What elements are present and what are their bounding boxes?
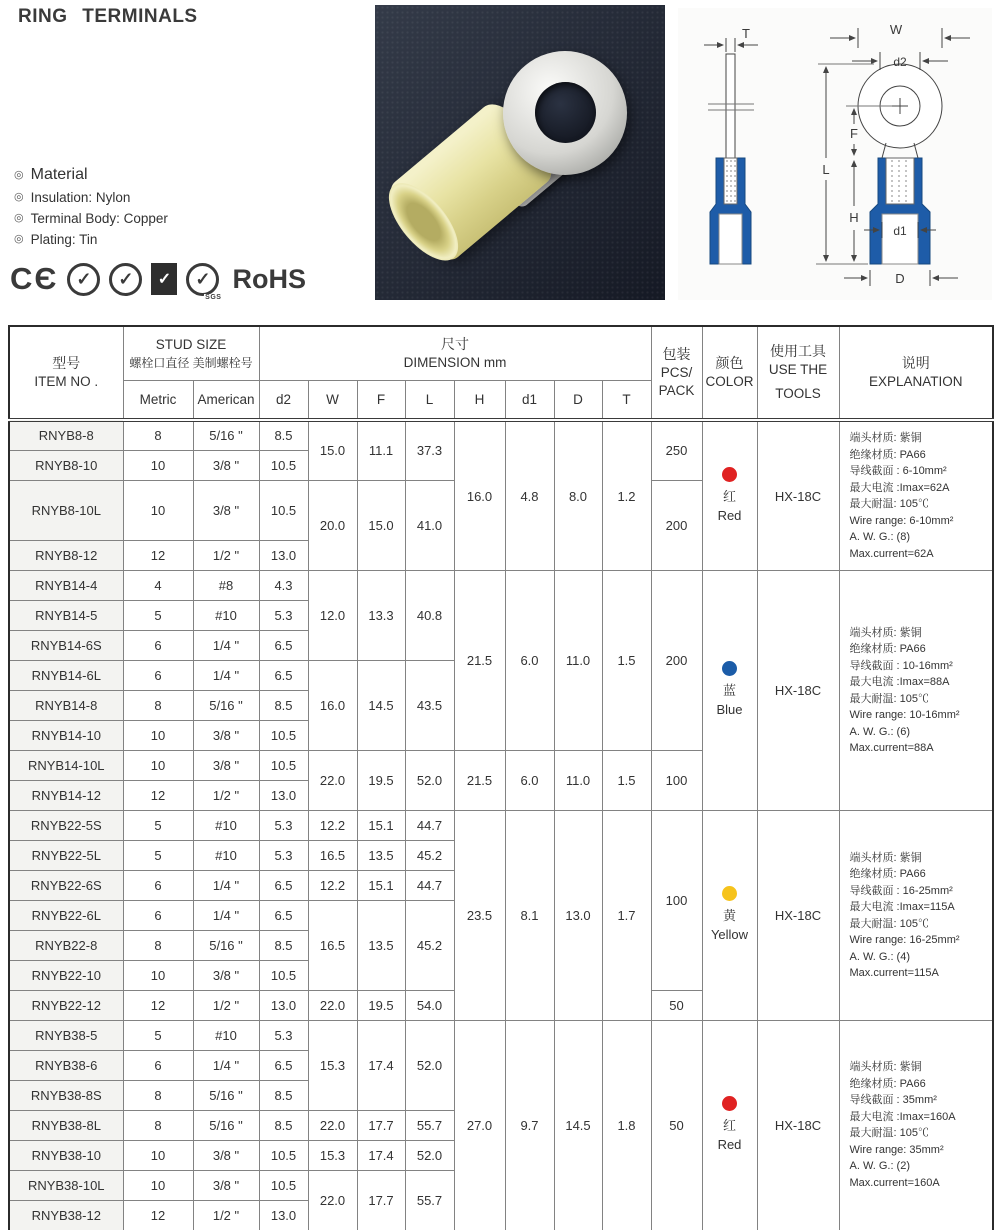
dim-value-cell: 8.5 <box>259 1111 308 1141</box>
dim-value-cell: 45.2 <box>405 841 454 871</box>
dim-value-cell: 16.0 <box>454 420 505 571</box>
cert-iso-badge-icon: ✓ <box>109 263 142 296</box>
pack-qty: 200 <box>651 571 702 751</box>
col-header-tools: 使用工具 USE THE TOOLS <box>757 326 839 420</box>
dim-value-cell: 13.0 <box>259 541 308 571</box>
dim-value-cell: 12.2 <box>308 871 357 901</box>
material-item <box>14 190 168 205</box>
dim-value-cell: 13.0 <box>259 991 308 1021</box>
dim-value-cell: 6 <box>123 901 193 931</box>
dim-value-cell: 10.5 <box>259 961 308 991</box>
dim-value-cell: 12 <box>123 541 193 571</box>
item-no: RNYB22-10 <box>9 961 123 991</box>
dim-value-cell: 10 <box>123 961 193 991</box>
dim-value-cell: 5/16 " <box>193 1081 259 1111</box>
dim-value-cell: 8 <box>123 420 193 450</box>
dim-value-cell: 5 <box>123 841 193 871</box>
bullet-icon: ◎ <box>14 212 24 224</box>
dim-value-cell: 13.0 <box>259 1201 308 1230</box>
red-dot-icon <box>722 467 737 482</box>
item-no: RNYB14-6S <box>9 631 123 661</box>
dim-value-cell: 1/4 " <box>193 631 259 661</box>
item-no: RNYB8-10 <box>9 450 123 480</box>
dim-value-cell: 52.0 <box>405 1141 454 1171</box>
dim-value-cell: 11.1 <box>357 420 405 480</box>
spec-table-body <box>9 420 993 1230</box>
sleeve-opening <box>376 172 470 272</box>
tool-cell: HX-18C <box>757 571 839 811</box>
tool-cell: HX-18C <box>757 811 839 1021</box>
material-heading-row <box>14 166 168 184</box>
dim-value-cell: 22.0 <box>308 751 357 811</box>
dim-value-cell: #10 <box>193 1021 259 1051</box>
dim-value-cell: 41.0 <box>405 480 454 571</box>
ce-mark-icon: CЄ <box>10 261 59 296</box>
dim-label-t: T <box>742 26 750 41</box>
col-header-d: D <box>554 380 602 420</box>
dim-value-cell: 5 <box>123 601 193 631</box>
diagram-svg <box>678 8 992 300</box>
dim-value-cell: 43.5 <box>405 661 454 751</box>
check-icon: ✓ <box>195 268 211 289</box>
dim-value-cell: 10.5 <box>259 1171 308 1201</box>
color-cell: 黄 Yellow <box>702 811 757 1021</box>
col-header-american: American <box>193 380 259 420</box>
dim-value-cell: 6.5 <box>259 631 308 661</box>
dim-value-cell: 8 <box>123 691 193 721</box>
cert-ukas-badge-icon: ✓ <box>151 263 177 295</box>
dim-value-cell: 21.5 <box>454 751 505 811</box>
item-no: RNYB14-10 <box>9 721 123 751</box>
col-header-pack: 包装 PCS/ PACK <box>651 326 702 420</box>
dim-value-cell: 15.3 <box>308 1021 357 1111</box>
dim-value-cell: 12 <box>123 991 193 1021</box>
dim-value-cell: 1.2 <box>602 420 651 571</box>
item-no: RNYB38-12 <box>9 1201 123 1230</box>
dim-value-cell: #8 <box>193 571 259 601</box>
pack-qty: 200 <box>651 480 702 571</box>
dim-value-cell: 1.7 <box>602 811 651 1021</box>
col-header-f: F <box>357 380 405 420</box>
dim-value-cell: 6.5 <box>259 661 308 691</box>
item-no: RNYB14-6L <box>9 661 123 691</box>
dim-value-cell: 16.5 <box>308 841 357 871</box>
dim-value-cell: 1.5 <box>602 751 651 811</box>
dim-value-cell: 5 <box>123 811 193 841</box>
dim-value-cell: 8 <box>123 1111 193 1141</box>
dim-value-cell: 37.3 <box>405 420 454 480</box>
item-no: RNYB14-8 <box>9 691 123 721</box>
dim-label-d2: d2 <box>893 55 907 69</box>
item-no: RNYB8-10L <box>9 480 123 541</box>
dim-value-cell: 19.5 <box>357 991 405 1021</box>
dim-value-cell: 6.0 <box>505 571 554 751</box>
dim-value-cell: 17.4 <box>357 1141 405 1171</box>
dim-value-cell: 3/8 " <box>193 1141 259 1171</box>
dim-value-cell: 8 <box>123 931 193 961</box>
ring-hole <box>535 82 596 143</box>
dim-value-cell: 10.5 <box>259 450 308 480</box>
dim-value-cell: 6 <box>123 1051 193 1081</box>
dim-value-cell: 12.0 <box>308 571 357 661</box>
col-header-d2: d2 <box>259 380 308 420</box>
dim-value-cell: 10.5 <box>259 721 308 751</box>
dim-label-h: H <box>849 210 859 225</box>
dim-value-cell: 15.1 <box>357 811 405 841</box>
bullet-icon: ◎ <box>14 191 24 203</box>
dim-value-cell: 22.0 <box>308 1171 357 1230</box>
table-row <box>9 571 993 601</box>
dim-value-cell: 21.5 <box>454 571 505 751</box>
item-no: RNYB38-10 <box>9 1141 123 1171</box>
dim-value-cell: 22.0 <box>308 1111 357 1141</box>
blue-dot-icon <box>722 661 737 676</box>
dim-value-cell: 5 <box>123 1021 193 1051</box>
dim-value-cell: 8.0 <box>554 420 602 571</box>
dim-value-cell: 12 <box>123 781 193 811</box>
dim-value-cell: 17.7 <box>357 1171 405 1230</box>
dim-value-cell: 12.2 <box>308 811 357 841</box>
dim-value-cell: 3/8 " <box>193 450 259 480</box>
dim-value-cell: 4.3 <box>259 571 308 601</box>
item-no: RNYB38-5 <box>9 1021 123 1051</box>
explanation-cell: 端头材质: 紫铜 绝缘材质: PA66 导线截面 : 6-10mm² 最大电流 :Imax=62A 最大耐温: 105℃ Wire range: 6-10mm² A. W. G.: (8) Max.current=62A <box>839 420 993 571</box>
dim-value-cell: 16.5 <box>308 901 357 991</box>
dim-value-cell: 52.0 <box>405 751 454 811</box>
pack-qty: 100 <box>651 751 702 811</box>
product-photo <box>375 5 665 300</box>
dim-value-cell: 10.5 <box>259 1141 308 1171</box>
col-header-explanation: 说明 EXPLANATION <box>839 326 993 420</box>
dim-value-cell: 13.0 <box>554 811 602 1021</box>
cert-check-badge-icon: ✓ <box>67 263 100 296</box>
dim-value-cell: 44.7 <box>405 811 454 841</box>
dim-value-cell: 17.7 <box>357 1111 405 1141</box>
rohs-label: RoHS <box>232 263 306 294</box>
tool-cell: HX-18C <box>757 1021 839 1230</box>
material-item <box>14 232 168 247</box>
dim-value-cell: 22.0 <box>308 991 357 1021</box>
col-header-w: W <box>308 380 357 420</box>
item-no: RNYB22-6L <box>9 901 123 931</box>
table-row <box>9 420 993 450</box>
page-title: RING TERMINALS <box>18 6 198 27</box>
col-header-d1: d1 <box>505 380 554 420</box>
dim-value-cell: 4.8 <box>505 420 554 571</box>
material-item <box>14 211 168 226</box>
cert-sgs-badge-icon <box>186 263 222 301</box>
tool-cell: HX-18C <box>757 420 839 571</box>
dim-value-cell: 8.1 <box>505 811 554 1021</box>
dim-value-cell: 10 <box>123 450 193 480</box>
col-header-t: T <box>602 380 651 420</box>
dim-value-cell: 8.5 <box>259 691 308 721</box>
table-header <box>9 326 993 420</box>
color-cell: 红 Red <box>702 1021 757 1230</box>
dim-value-cell: 27.0 <box>454 1021 505 1230</box>
dim-value-cell: 14.5 <box>357 661 405 751</box>
item-no: RNYB22-6S <box>9 871 123 901</box>
dim-label-l: L <box>822 162 830 177</box>
dim-value-cell: 17.4 <box>357 1021 405 1111</box>
col-header-color: 颜色 COLOR <box>702 326 757 420</box>
item-no: RNYB22-5S <box>9 811 123 841</box>
dim-value-cell: 1/4 " <box>193 661 259 691</box>
col-header-item-no: 型号 ITEM NO . <box>9 326 123 420</box>
dim-value-cell: 5/16 " <box>193 691 259 721</box>
dim-value-cell: 15.1 <box>357 871 405 901</box>
dim-value-cell: 8.5 <box>259 420 308 450</box>
item-no: RNYB22-12 <box>9 991 123 1021</box>
material-section <box>14 166 168 253</box>
dim-value-cell: 10.5 <box>259 751 308 781</box>
col-header-l: L <box>405 380 454 420</box>
dim-value-cell: 8.5 <box>259 1081 308 1111</box>
table-row <box>9 811 993 841</box>
dim-value-cell: 11.0 <box>554 571 602 751</box>
dim-value-cell: 10 <box>123 751 193 781</box>
item-no: RNYB38-8L <box>9 1111 123 1141</box>
dim-value-cell: 54.0 <box>405 991 454 1021</box>
item-no: RNYB22-8 <box>9 931 123 961</box>
color-cell: 蓝 Blue <box>702 571 757 811</box>
dim-value-cell: 4 <box>123 571 193 601</box>
dim-value-cell: 15.0 <box>308 420 357 480</box>
dim-value-cell: 5/16 " <box>193 420 259 450</box>
sgs-label: SGS <box>205 293 222 301</box>
dim-value-cell: 15.3 <box>308 1141 357 1171</box>
dim-value-cell: 1/2 " <box>193 781 259 811</box>
dim-label-w: W <box>889 22 903 37</box>
item-no: RNYB8-12 <box>9 541 123 571</box>
material-item-label: Insulation: Nylon <box>30 190 131 205</box>
col-header-h: H <box>454 380 505 420</box>
dim-value-cell: 6 <box>123 871 193 901</box>
dim-value-cell: 1.5 <box>602 571 651 751</box>
dim-value-cell: #10 <box>193 811 259 841</box>
item-no: RNYB38-8S <box>9 1081 123 1111</box>
dim-value-cell: 5.3 <box>259 811 308 841</box>
col-header-metric: Metric <box>123 380 193 420</box>
dim-value-cell: 1/4 " <box>193 901 259 931</box>
explanation-cell: 端头材质: 紫铜 绝缘材质: PA66 导线截面 : 10-16mm² 最大电流 :Imax=88A 最大耐温: 105℃ Wire range: 10-16mm² A. W. G.: (6) Max.current=88A <box>839 571 993 811</box>
dim-value-cell: 1/4 " <box>193 871 259 901</box>
dim-value-cell: 52.0 <box>405 1021 454 1111</box>
material-item-label: Terminal Body: Copper <box>30 211 168 226</box>
dim-value-cell: 8.5 <box>259 931 308 961</box>
dim-value-cell: #10 <box>193 841 259 871</box>
dim-value-cell: 1/2 " <box>193 991 259 1021</box>
dim-value-cell: 13.5 <box>357 841 405 871</box>
pack-qty: 50 <box>651 1021 702 1230</box>
dim-value-cell: 5.3 <box>259 1021 308 1051</box>
explanation-cell: 端头材质: 紫铜 绝缘材质: PA66 导线截面 : 16-25mm² 最大电流 :Imax=115A 最大耐温: 105℃ Wire range: 16-25mm² A. W. G.: (4) Max.current=115A <box>839 811 993 1021</box>
dim-label-f: F <box>850 126 858 141</box>
dim-value-cell: 13.0 <box>259 781 308 811</box>
dim-value-cell: 6 <box>123 661 193 691</box>
dim-value-cell: 44.7 <box>405 871 454 901</box>
dim-value-cell: 13.3 <box>357 571 405 661</box>
bullet-icon: ◎ <box>14 233 24 245</box>
dim-value-cell: 9.7 <box>505 1021 554 1230</box>
dim-value-cell: 14.5 <box>554 1021 602 1230</box>
dim-value-cell: 6.5 <box>259 871 308 901</box>
item-no: RNYB14-10L <box>9 751 123 781</box>
table-row <box>9 1021 993 1051</box>
dim-value-cell: 13.5 <box>357 901 405 991</box>
pack-qty: 250 <box>651 420 702 480</box>
col-header-stud-size: STUD SIZE 螺栓口直径 美制螺栓号 <box>123 326 259 380</box>
dim-value-cell: 23.5 <box>454 811 505 1021</box>
certification-logos <box>10 258 306 300</box>
dim-value-cell: 1/4 " <box>193 1051 259 1081</box>
dimension-diagram <box>678 8 992 300</box>
dim-value-cell: 10 <box>123 1171 193 1201</box>
dim-value-cell: 1.8 <box>602 1021 651 1230</box>
material-item-label: Plating: Tin <box>30 232 98 247</box>
dim-value-cell: 55.7 <box>405 1171 454 1230</box>
dim-value-cell: 5.3 <box>259 841 308 871</box>
dim-label-d1: d1 <box>893 224 907 238</box>
dim-value-cell: 19.5 <box>357 751 405 811</box>
pack-qty: 50 <box>651 991 702 1021</box>
color-cell: 红 Red <box>702 420 757 571</box>
pack-qty: 100 <box>651 811 702 991</box>
dim-value-cell: 16.0 <box>308 661 357 751</box>
item-no: RNYB22-5L <box>9 841 123 871</box>
dim-value-cell: 6.0 <box>505 751 554 811</box>
dim-value-cell: 11.0 <box>554 751 602 811</box>
dim-value-cell: 3/8 " <box>193 961 259 991</box>
item-no: RNYB38-6 <box>9 1051 123 1081</box>
bullet-icon: ◎ <box>14 168 24 181</box>
dim-value-cell: 10 <box>123 721 193 751</box>
dim-value-cell: 6.5 <box>259 901 308 931</box>
dim-value-cell: 3/8 " <box>193 480 259 541</box>
item-no: RNYB14-12 <box>9 781 123 811</box>
item-no: RNYB14-4 <box>9 571 123 601</box>
dim-value-cell: 3/8 " <box>193 751 259 781</box>
dim-value-cell: 20.0 <box>308 480 357 571</box>
dim-value-cell: 8 <box>123 1081 193 1111</box>
spec-table <box>8 325 994 1230</box>
dim-label-d: D <box>895 271 905 286</box>
red-dot-icon <box>722 1096 737 1111</box>
dim-value-cell: 55.7 <box>405 1111 454 1141</box>
col-header-dimension: 尺寸 DIMENSION mm <box>259 326 651 380</box>
item-no: RNYB14-5 <box>9 601 123 631</box>
dim-value-cell: 15.0 <box>357 480 405 571</box>
dim-value-cell: 45.2 <box>405 901 454 991</box>
dim-value-cell: 10 <box>123 480 193 541</box>
item-no: RNYB38-10L <box>9 1171 123 1201</box>
dim-value-cell: 10 <box>123 1141 193 1171</box>
dim-value-cell: 3/8 " <box>193 721 259 751</box>
dim-value-cell: 12 <box>123 1201 193 1230</box>
dim-value-cell: 40.8 <box>405 571 454 661</box>
dim-value-cell: 1/2 " <box>193 1201 259 1230</box>
material-heading: Material <box>30 166 88 183</box>
explanation-cell: 端头材质: 紫铜 绝缘材质: PA66 导线截面 : 35mm² 最大电流 :Imax=160A 最大耐温: 105℃ Wire range: 35mm² A. W. G.: (2) Max.current=160A <box>839 1021 993 1230</box>
dim-value-cell: 5/16 " <box>193 1111 259 1141</box>
dim-value-cell: 5.3 <box>259 601 308 631</box>
dim-value-cell: 6.5 <box>259 1051 308 1081</box>
dim-value-cell: 5/16 " <box>193 931 259 961</box>
dim-value-cell: 6 <box>123 631 193 661</box>
terminal-ring <box>503 51 627 175</box>
dim-value-cell: 10.5 <box>259 480 308 541</box>
dim-value-cell: 1/2 " <box>193 541 259 571</box>
dim-value-cell: #10 <box>193 601 259 631</box>
yellow-dot-icon <box>722 886 737 901</box>
item-no: RNYB8-8 <box>9 420 123 450</box>
dim-value-cell: 3/8 " <box>193 1171 259 1201</box>
